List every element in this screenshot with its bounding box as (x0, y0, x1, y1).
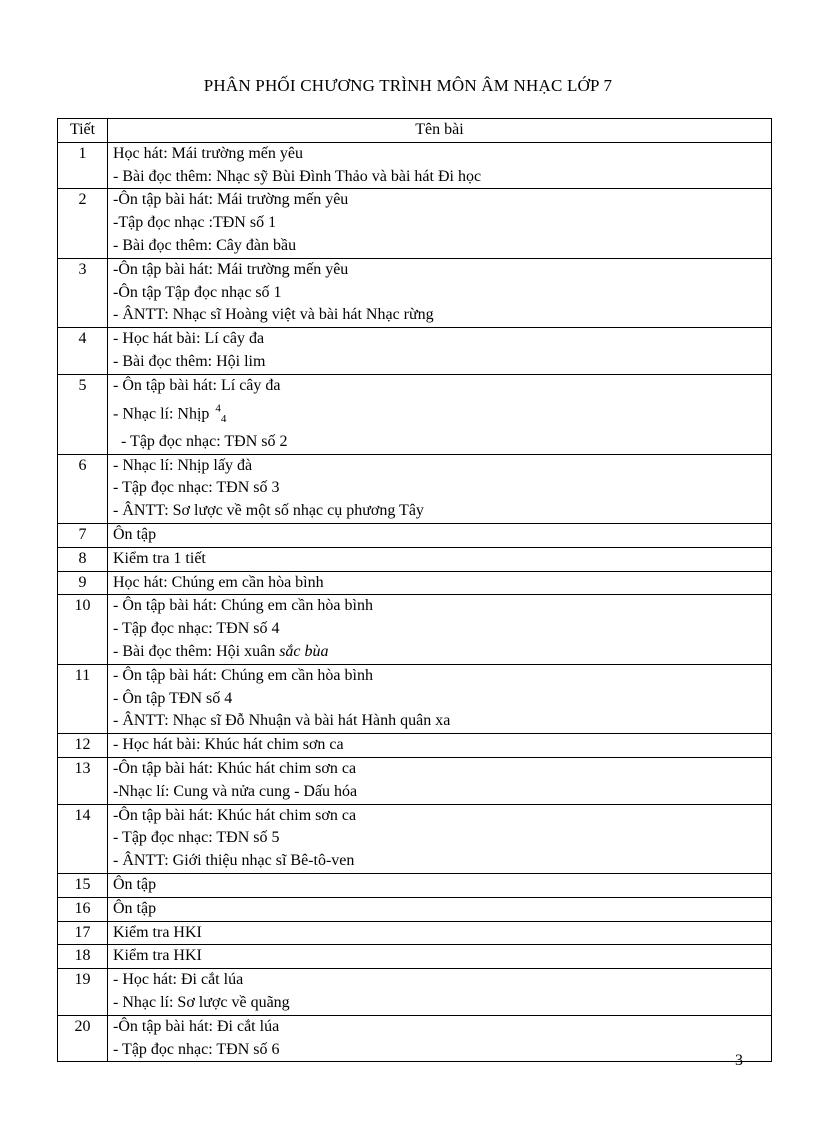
lesson-line-text: -Ôn tập bài hát: Khúc hát chim sơn ca (113, 806, 357, 824)
lesson-line (113, 898, 766, 921)
lesson-line (113, 212, 766, 235)
lesson-content (108, 758, 772, 805)
lesson-line (113, 688, 766, 711)
lesson-content (108, 547, 772, 571)
lesson-content (108, 874, 772, 898)
lesson-line (113, 524, 766, 547)
lesson-content (108, 804, 772, 873)
lesson-line-text: - Nhạc lí: Nhịp (113, 404, 210, 422)
lesson-line (113, 572, 766, 595)
lesson-line (113, 874, 766, 897)
table-row (58, 189, 772, 258)
lesson-line (113, 969, 766, 992)
lesson-line-text: - Tập đọc nhạc: TĐN số 5 (113, 829, 280, 847)
lesson-line-text: -Ôn tập bài hát: Mái trường mến yêu (113, 191, 349, 209)
lesson-line (113, 431, 766, 454)
lesson-line (113, 143, 766, 166)
lesson-line-text: -Ôn tập bài hát: Đi cắt lúa (113, 1017, 280, 1035)
lesson-number: 2 (58, 189, 108, 258)
lesson-line-text: - Bài đọc thêm: Hội xuân (113, 643, 276, 661)
lesson-line (113, 758, 766, 781)
lesson-line-text: Kiểm tra HKI (113, 947, 202, 965)
lesson-line (113, 259, 766, 282)
lesson-line (113, 595, 766, 618)
lesson-line-text: Kiểm tra 1 tiết (113, 549, 206, 567)
lesson-line-text: Học hát: Chúng em cần hòa bình (113, 573, 324, 591)
table-row (58, 454, 772, 523)
lesson-line (113, 641, 766, 664)
lesson-line (113, 282, 766, 305)
lesson-line-text: Ôn tập (113, 876, 157, 894)
table-row (58, 571, 772, 595)
lesson-number: 13 (58, 758, 108, 805)
lesson-line (113, 665, 766, 688)
lesson-line (113, 922, 766, 945)
lesson-line-text: - Bài đọc thêm: Hội lim (113, 352, 266, 370)
lesson-number: 3 (58, 258, 108, 327)
lesson-line-text: - Nhạc lí: Sơ lược về quãng (113, 994, 290, 1011)
lesson-table (57, 118, 772, 1062)
lesson-line-text: -Ôn tập Tập đọc nhạc số 1 (113, 283, 282, 301)
lesson-line-text: - Tập đọc nhạc: TĐN số 4 (113, 620, 280, 638)
lesson-content (108, 897, 772, 921)
lesson-content (108, 454, 772, 523)
table-row (58, 374, 772, 454)
lesson-number: 14 (58, 804, 108, 873)
lesson-content (108, 1015, 772, 1062)
lesson-line (113, 351, 766, 374)
lesson-content (108, 969, 772, 1016)
lesson-line-text: - ÂNTT: Nhạc sĩ Đỗ Nhuận và bài hát Hành quân xa (113, 712, 451, 730)
lesson-number: 10 (58, 595, 108, 664)
table-row (58, 804, 772, 873)
lesson-line-text: - Ôn tập TĐN số 4 (113, 689, 233, 707)
lesson-line-text: - Bài đọc thêm: Nhạc sỹ Bùi Đình Thảo và bài hát Đi học (113, 167, 482, 185)
time-signature-bottom: 4 (220, 413, 227, 426)
table-body (58, 142, 772, 1062)
lesson-line (113, 166, 766, 189)
lesson-line (113, 734, 766, 757)
table-header-row (58, 119, 772, 143)
lesson-line (113, 398, 766, 431)
lesson-line-text: Học hát: Mái trường mến yêu (113, 144, 303, 162)
time-signature (215, 402, 227, 426)
table-row (58, 969, 772, 1016)
lesson-line (113, 1016, 766, 1039)
lesson-number: 4 (58, 328, 108, 375)
table-row (58, 874, 772, 898)
lesson-number: 16 (58, 897, 108, 921)
lesson-number: 19 (58, 969, 108, 1016)
table-row (58, 664, 772, 733)
lesson-content (108, 945, 772, 969)
lesson-content (108, 258, 772, 327)
lesson-content (108, 921, 772, 945)
lesson-line-text: -Ôn tập bài hát: Mái trường mến yêu (113, 260, 349, 278)
lesson-line-text: - ÂNTT: Sơ lược về một số nhạc cụ phương Tây (113, 502, 424, 520)
lesson-line (113, 375, 766, 398)
lesson-line (113, 304, 766, 327)
lesson-number: 11 (58, 664, 108, 733)
lesson-line-text: -Nhạc lí: Cung và nửa cung - Dấu hóa (113, 782, 358, 800)
lesson-line (113, 850, 766, 873)
lesson-number: 18 (58, 945, 108, 969)
lesson-line-text: -Tập đọc nhạc :TĐN số 1 (113, 214, 277, 232)
lesson-line-text: - Tập đọc nhạc: TĐN số 6 (113, 1040, 280, 1058)
lesson-line-text: -Ôn tập bài hát: Khúc hát chim sơn ca (113, 760, 357, 778)
lesson-content (108, 524, 772, 548)
lesson-content (108, 142, 772, 189)
page-number: 3 (735, 1052, 743, 1069)
lesson-line-text: - ÂNTT: Giới thiệu nhạc sĩ Bê-tô-ven (113, 852, 355, 870)
lesson-line-text: Kiểm tra HKI (113, 923, 202, 941)
time-signature-top: 4 (215, 402, 221, 415)
lesson-number: 12 (58, 734, 108, 758)
table-row (58, 897, 772, 921)
lesson-line-text: - Học hát bài: Khúc hát chim sơn ca (113, 736, 344, 754)
header-lesson-title: Tên bài (108, 119, 772, 143)
lesson-line (113, 235, 766, 258)
lesson-line (113, 781, 766, 804)
lesson-number: 7 (58, 524, 108, 548)
italic-annotation: sắc bùa (279, 643, 329, 661)
lesson-line (113, 548, 766, 571)
lesson-number: 9 (58, 571, 108, 595)
table-row (58, 142, 772, 189)
lesson-content (108, 571, 772, 595)
lesson-number: 17 (58, 921, 108, 945)
lesson-line (113, 805, 766, 828)
lesson-line-text: Ôn tập (113, 526, 157, 544)
lesson-line (113, 992, 766, 1015)
table-row (58, 758, 772, 805)
lesson-line (113, 710, 766, 733)
lesson-number: 1 (58, 142, 108, 189)
lesson-line-text: - Học hát: Đi cắt lúa (113, 971, 244, 989)
lesson-line (113, 618, 766, 641)
lesson-number: 15 (58, 874, 108, 898)
lesson-number: 20 (58, 1015, 108, 1062)
header-lesson-number: Tiết (58, 119, 108, 143)
lesson-line (113, 477, 766, 500)
lesson-line-text: - Tập đọc nhạc: TĐN số 2 (121, 432, 288, 450)
lesson-line (113, 328, 766, 351)
table-row (58, 734, 772, 758)
lesson-line-text: - Ôn tập bài hát: Chúng em cần hòa bình (113, 597, 373, 615)
page-title: PHÂN PHỐI CHƯƠNG TRÌNH MÔN ÂM NHẠC LỚP 7 (203, 76, 613, 95)
table-row (58, 595, 772, 664)
lesson-line-text: - Ôn tập bài hát: Lí cây đa (113, 376, 281, 394)
lesson-line-text: - Bài đọc thêm: Cây đàn bầu (113, 236, 297, 254)
lesson-number: 8 (58, 547, 108, 571)
lesson-line-text: - Nhạc lí: Nhịp lấy đà (113, 456, 253, 474)
table-row (58, 921, 772, 945)
lesson-content (108, 374, 772, 454)
lesson-line-text: - Ôn tập bài hát: Chúng em cần hòa bình (113, 666, 373, 684)
lesson-line-text: - Tập đọc nhạc: TĐN số 3 (113, 479, 280, 497)
table-row (58, 524, 772, 548)
lesson-content (108, 595, 772, 664)
lesson-content (108, 664, 772, 733)
lesson-line (113, 189, 766, 212)
table-row (58, 1015, 772, 1062)
lesson-line (113, 945, 766, 968)
lesson-line-text: - ÂNTT: Nhạc sĩ Hoàng việt và bài hát Nhạc rừng (113, 306, 434, 324)
lesson-line-text: Ôn tập (113, 899, 157, 917)
lesson-line (113, 1039, 766, 1062)
lesson-number: 6 (58, 454, 108, 523)
table-row (58, 328, 772, 375)
table-row (58, 945, 772, 969)
lesson-line (113, 455, 766, 478)
lesson-line (113, 500, 766, 523)
lesson-line (113, 827, 766, 850)
lesson-number: 5 (58, 374, 108, 454)
lesson-content (108, 734, 772, 758)
table-row (58, 547, 772, 571)
lesson-content (108, 328, 772, 375)
lesson-line-text: - Học hát bài: Lí cây đa (113, 330, 265, 348)
lesson-content (108, 189, 772, 258)
table-row (58, 258, 772, 327)
